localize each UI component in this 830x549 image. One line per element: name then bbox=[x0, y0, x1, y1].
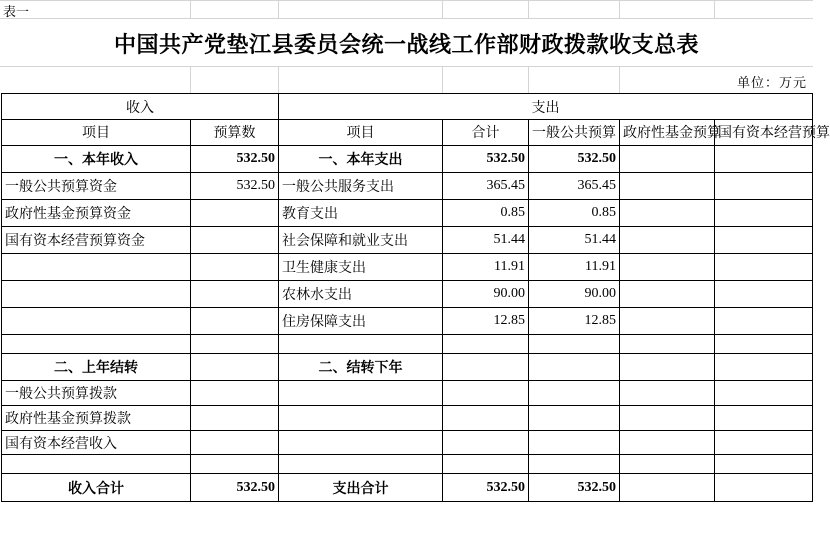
col-budget-amount: 预算数 bbox=[191, 120, 279, 146]
gov-fund-cell bbox=[620, 281, 715, 308]
table-row bbox=[2, 200, 813, 227]
income-item-cell: 政府性基金预算资金 bbox=[2, 200, 191, 227]
expenditure-item-cell: 社会保障和就业支出 bbox=[279, 227, 443, 254]
total-cell bbox=[443, 335, 529, 354]
grid-line bbox=[190, 66, 191, 93]
grid-line bbox=[619, 0, 620, 18]
general-public-cell: 0.85 bbox=[529, 200, 620, 227]
income-amount-cell bbox=[191, 227, 279, 254]
state-capital-cell bbox=[715, 354, 813, 381]
state-capital-cell bbox=[715, 146, 813, 173]
table-body bbox=[2, 146, 813, 502]
total-cell: 532.50 bbox=[443, 474, 529, 502]
gov-fund-cell bbox=[620, 335, 715, 354]
expenditure-item-cell bbox=[279, 431, 443, 455]
income-amount-cell bbox=[191, 354, 279, 381]
state-capital-cell bbox=[715, 474, 813, 502]
gov-fund-cell bbox=[620, 455, 715, 474]
expenditure-item-cell: 一、本年支出 bbox=[279, 146, 443, 173]
income-item-cell: 一般公共预算拨款 bbox=[2, 381, 191, 406]
gov-fund-cell bbox=[620, 406, 715, 431]
expenditure-item-cell: 教育支出 bbox=[279, 200, 443, 227]
gov-fund-cell bbox=[620, 173, 715, 200]
col-state-capital: 国有资本经营预算 bbox=[715, 120, 813, 146]
income-amount-cell bbox=[191, 335, 279, 354]
income-item-cell: 国有资本经营收入 bbox=[2, 431, 191, 455]
gov-fund-cell bbox=[620, 381, 715, 406]
total-cell bbox=[443, 431, 529, 455]
income-amount-cell bbox=[191, 406, 279, 431]
table-row bbox=[2, 335, 813, 354]
state-capital-cell bbox=[715, 308, 813, 335]
gov-fund-cell bbox=[620, 431, 715, 455]
general-public-cell bbox=[529, 455, 620, 474]
grid-line bbox=[714, 0, 715, 18]
state-capital-cell bbox=[715, 254, 813, 281]
grid-line bbox=[528, 0, 529, 18]
income-amount-cell bbox=[191, 200, 279, 227]
income-header: 收入 bbox=[2, 94, 279, 120]
table-row bbox=[2, 354, 813, 381]
income-item-cell bbox=[2, 308, 191, 335]
total-cell bbox=[443, 406, 529, 431]
grid-line bbox=[0, 18, 813, 19]
state-capital-cell bbox=[715, 381, 813, 406]
state-capital-cell bbox=[715, 431, 813, 455]
expenditure-item-cell bbox=[279, 381, 443, 406]
state-capital-cell bbox=[715, 455, 813, 474]
general-public-cell bbox=[529, 381, 620, 406]
expenditure-item-cell bbox=[279, 406, 443, 431]
general-public-cell: 532.50 bbox=[529, 146, 620, 173]
general-public-cell: 532.50 bbox=[529, 474, 620, 502]
general-public-cell: 11.91 bbox=[529, 254, 620, 281]
sheet-label: 表一 bbox=[3, 5, 30, 20]
income-item-cell: 政府性基金预算拨款 bbox=[2, 406, 191, 431]
state-capital-cell bbox=[715, 200, 813, 227]
income-item-cell: 二、上年结转 bbox=[2, 354, 191, 381]
income-item-cell bbox=[2, 254, 191, 281]
grid-line bbox=[442, 0, 443, 18]
col-income-item: 项目 bbox=[2, 120, 191, 146]
expenditure-item-cell: 二、结转下年 bbox=[279, 354, 443, 381]
expenditure-header: 支出 bbox=[279, 94, 813, 120]
table-row bbox=[2, 281, 813, 308]
col-general-public: 一般公共预算 bbox=[529, 120, 620, 146]
table-row bbox=[2, 381, 813, 406]
income-amount-cell bbox=[191, 308, 279, 335]
expenditure-item-cell: 卫生健康支出 bbox=[279, 254, 443, 281]
table-row bbox=[2, 431, 813, 455]
table-row bbox=[2, 308, 813, 335]
col-expenditure-item: 项目 bbox=[279, 120, 443, 146]
expenditure-item-cell: 一般公共服务支出 bbox=[279, 173, 443, 200]
grid-line bbox=[0, 0, 813, 1]
income-item-cell: 国有资本经营预算资金 bbox=[2, 227, 191, 254]
general-public-cell: 365.45 bbox=[529, 173, 620, 200]
income-item-cell: 一、本年收入 bbox=[2, 146, 191, 173]
table-row bbox=[2, 455, 813, 474]
table-row bbox=[2, 227, 813, 254]
gov-fund-cell bbox=[620, 200, 715, 227]
grid-line bbox=[278, 0, 279, 18]
header-row-group bbox=[2, 94, 813, 120]
grid-line bbox=[528, 66, 529, 93]
income-amount-cell bbox=[191, 431, 279, 455]
income-amount-cell bbox=[191, 455, 279, 474]
income-amount-cell bbox=[191, 381, 279, 406]
general-public-cell bbox=[529, 335, 620, 354]
general-public-cell bbox=[529, 406, 620, 431]
col-total: 合计 bbox=[443, 120, 529, 146]
income-item-cell bbox=[2, 455, 191, 474]
income-item-cell: 一般公共预算资金 bbox=[2, 173, 191, 200]
state-capital-cell bbox=[715, 173, 813, 200]
table-row bbox=[2, 173, 813, 200]
income-amount-cell bbox=[191, 254, 279, 281]
state-capital-cell bbox=[715, 406, 813, 431]
total-cell: 51.44 bbox=[443, 227, 529, 254]
income-item-cell bbox=[2, 335, 191, 354]
total-cell bbox=[443, 381, 529, 406]
gov-fund-cell bbox=[620, 474, 715, 502]
grid-line bbox=[278, 66, 279, 93]
gov-fund-cell bbox=[620, 254, 715, 281]
income-amount-cell bbox=[191, 281, 279, 308]
table-row bbox=[2, 474, 813, 502]
gov-fund-cell bbox=[620, 308, 715, 335]
income-amount-cell: 532.50 bbox=[191, 474, 279, 502]
state-capital-cell bbox=[715, 335, 813, 354]
total-cell: 365.45 bbox=[443, 173, 529, 200]
total-cell bbox=[443, 455, 529, 474]
expenditure-item-cell bbox=[279, 335, 443, 354]
col-gov-fund: 政府性基金预算 bbox=[620, 120, 715, 146]
grid-line bbox=[619, 66, 620, 93]
total-cell: 90.00 bbox=[443, 281, 529, 308]
general-public-cell bbox=[529, 431, 620, 455]
table-row bbox=[2, 406, 813, 431]
general-public-cell: 12.85 bbox=[529, 308, 620, 335]
grid-line bbox=[0, 66, 813, 67]
expenditure-item-cell: 支出合计 bbox=[279, 474, 443, 502]
income-amount-cell: 532.50 bbox=[191, 146, 279, 173]
income-item-cell bbox=[2, 281, 191, 308]
grid-line bbox=[442, 66, 443, 93]
gov-fund-cell bbox=[620, 354, 715, 381]
gov-fund-cell bbox=[620, 227, 715, 254]
table-row bbox=[2, 254, 813, 281]
state-capital-cell bbox=[715, 281, 813, 308]
total-cell: 11.91 bbox=[443, 254, 529, 281]
expenditure-item-cell: 农林水支出 bbox=[279, 281, 443, 308]
unit-label: 单位：万元 bbox=[736, 76, 807, 91]
total-cell: 12.85 bbox=[443, 308, 529, 335]
total-cell: 532.50 bbox=[443, 146, 529, 173]
total-cell bbox=[443, 354, 529, 381]
state-capital-cell bbox=[715, 227, 813, 254]
expenditure-item-cell: 住房保障支出 bbox=[279, 308, 443, 335]
total-cell: 0.85 bbox=[443, 200, 529, 227]
general-public-cell bbox=[529, 354, 620, 381]
table-row bbox=[2, 146, 813, 173]
page-title: 中国共产党垫江县委员会统一战线工作部财政拨款收支总表 bbox=[113, 32, 699, 58]
general-public-cell: 51.44 bbox=[529, 227, 620, 254]
general-public-cell: 90.00 bbox=[529, 281, 620, 308]
budget-table bbox=[1, 93, 830, 502]
grid-line bbox=[190, 0, 191, 18]
expenditure-item-cell bbox=[279, 455, 443, 474]
income-amount-cell: 532.50 bbox=[191, 173, 279, 200]
gov-fund-cell bbox=[620, 146, 715, 173]
income-item-cell: 收入合计 bbox=[2, 474, 191, 502]
header-row-columns bbox=[2, 120, 813, 146]
